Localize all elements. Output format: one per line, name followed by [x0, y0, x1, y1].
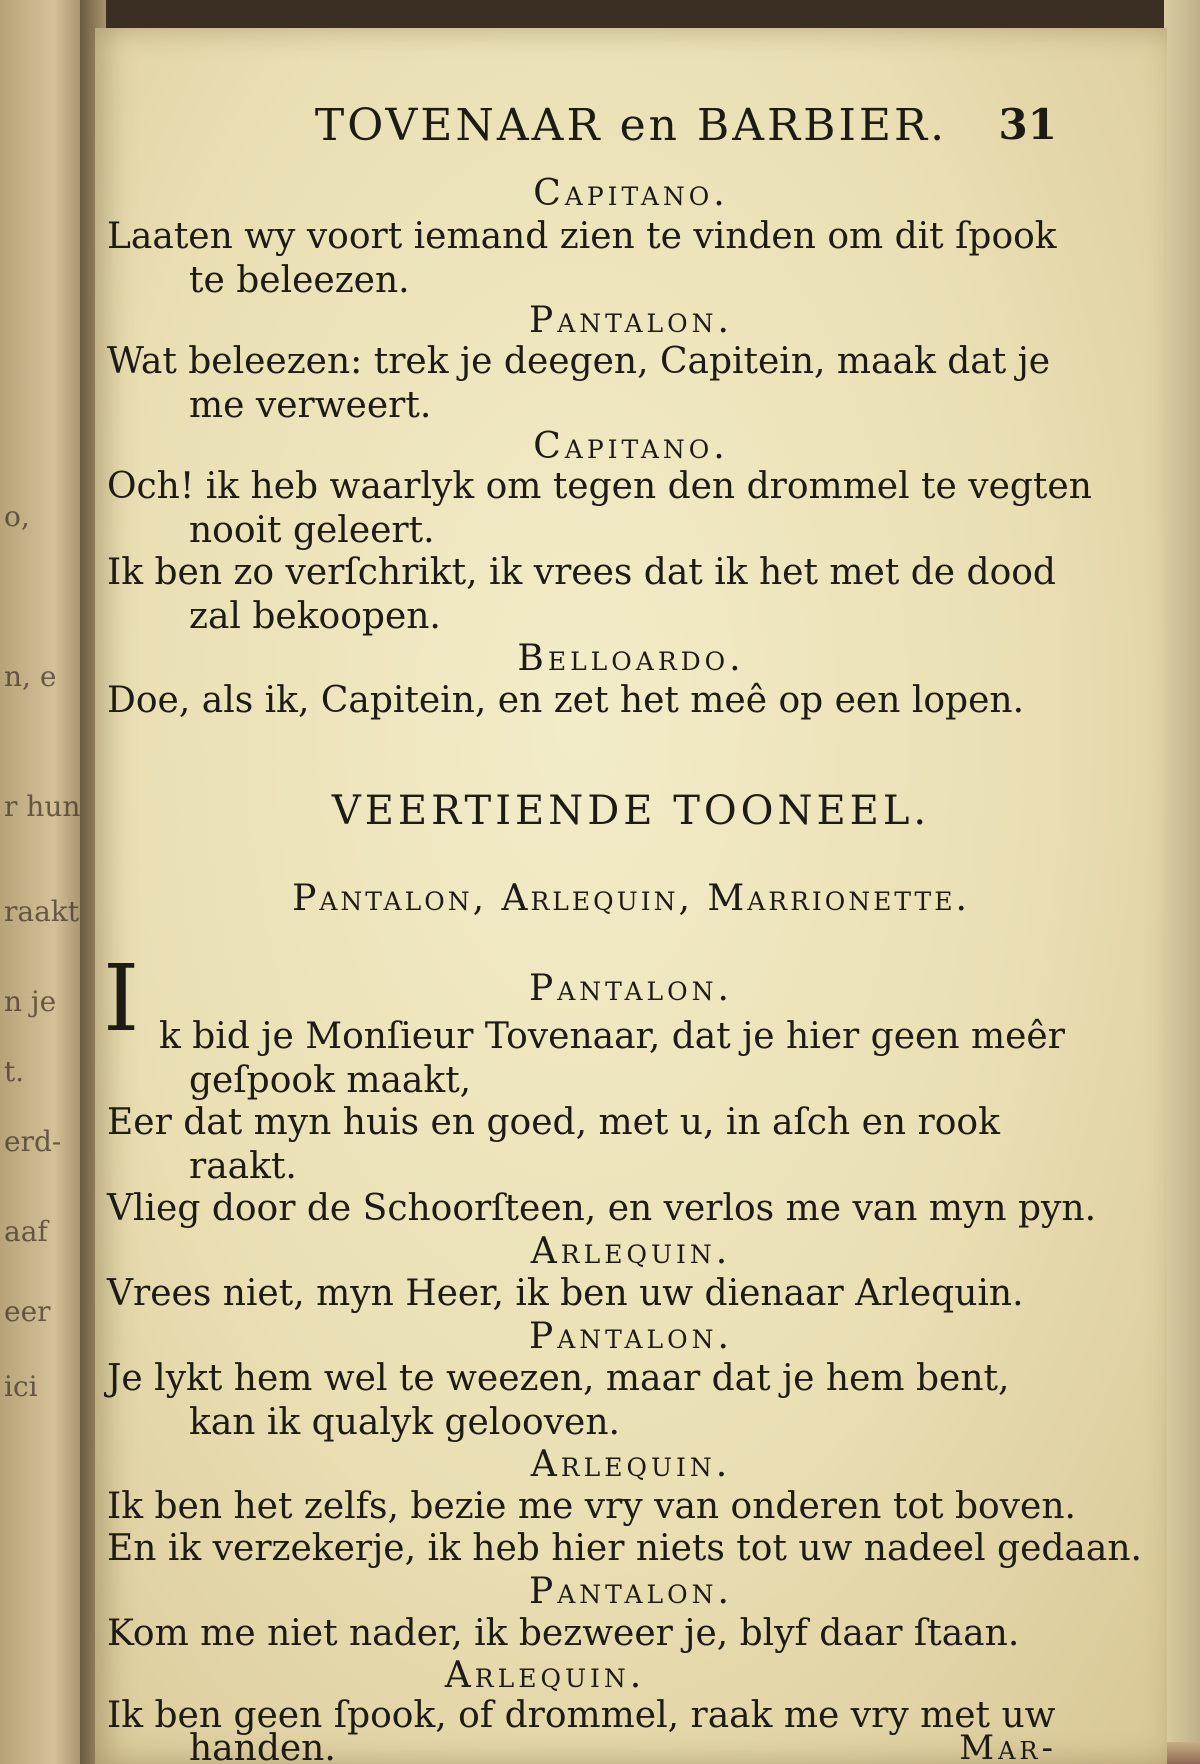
- drop-cap: I: [103, 945, 140, 1052]
- page-edge-right: [1164, 0, 1200, 1764]
- verse-line: kan ik qualyk gelooven.: [189, 1402, 620, 1443]
- verse-line: Eer dat myn huis en goed, met u, in aſch en rook: [107, 1102, 1000, 1143]
- cast-list: Pantalon, Arlequin, Marrionette.: [292, 878, 970, 919]
- verse-line: Ik ben zo verſchrikt, ik vrees dat ik het met de dood: [107, 552, 1056, 593]
- verse-line: zal bekoopen.: [189, 596, 441, 637]
- speaker-heading: Pantalon.: [529, 300, 733, 341]
- verse-line: Je lykt hem wel te weezen, maar dat je hem bent,: [107, 1358, 1010, 1399]
- verse-line: Wat beleezen: trek je deegen, Capitein, maak dat je: [107, 341, 1051, 382]
- verse-line: geſpook maakt,: [189, 1060, 472, 1101]
- facing-page-fragment: o,: [4, 500, 30, 533]
- page-number: 31: [998, 100, 1057, 149]
- verse-line: Vrees niet, myn Heer, ik ben uw dienaar Arlequin.: [107, 1273, 1024, 1314]
- verse-line: k bid je Monſieur Tovenaar, dat je hier geen meêr: [159, 1016, 1065, 1057]
- verse-line: Laaten wy voort iemand zien te vinden om dit ſpook: [107, 216, 1057, 257]
- verse-line: te beleezen.: [189, 260, 410, 301]
- facing-page-fragment: n je: [4, 985, 57, 1018]
- scene-title: VEERTIENDE TOONEEL.: [331, 788, 931, 834]
- page-text: [95, 28, 1167, 1764]
- verse-line: nooit geleert.: [189, 510, 435, 551]
- verse-line: Vlieg door de Schoorſteen, en verlos me van myn pyn.: [107, 1188, 1097, 1229]
- facing-page-fragment: r hun: [4, 790, 81, 823]
- facing-page-edge: [0, 0, 90, 1764]
- speaker-heading: Belloardo.: [517, 638, 745, 679]
- verse-line: En ik verzekerje, ik heb hier niets tot uw nadeel gedaan.: [107, 1528, 1142, 1569]
- verse-line: Kom me niet nader, ik bezweer je, blyf daar ſtaan.: [107, 1613, 1020, 1654]
- book-page: [95, 28, 1167, 1764]
- speaker-heading: Capitano.: [533, 173, 729, 214]
- verse-line: Och! ik heb waarlyk om tegen den drommel te vegten: [107, 466, 1092, 507]
- facing-page-fragment: eer: [4, 1295, 51, 1328]
- facing-page-fragment: n, e: [4, 660, 57, 693]
- verse-line: handen.: [189, 1728, 336, 1764]
- verse-line: Doe, als ik, Capitein, en zet het meê op een lopen.: [107, 680, 1025, 721]
- facing-page-fragment: erd-: [4, 1125, 62, 1158]
- catchword: Mar-: [959, 1728, 1057, 1764]
- speaker-heading: Arlequin.: [444, 1655, 646, 1696]
- speaker-heading: Arlequin.: [530, 1444, 732, 1485]
- speaker-heading: Pantalon.: [529, 968, 733, 1009]
- speaker-heading: Pantalon.: [529, 1316, 733, 1357]
- running-head: TOVENAAR en BARBIER.: [314, 100, 948, 151]
- speaker-heading: Arlequin.: [530, 1231, 732, 1272]
- facing-page-fragment: ici: [4, 1370, 38, 1403]
- verse-line: Ik ben het zelfs, bezie me vry van onderen tot boven.: [107, 1486, 1076, 1527]
- facing-page-fragment: aaf: [4, 1215, 48, 1248]
- speaker-heading: Capitano.: [533, 426, 729, 467]
- facing-page-fragment: t.: [4, 1055, 25, 1088]
- verse-line: me verweert.: [189, 385, 432, 426]
- speaker-heading: Pantalon.: [529, 1571, 733, 1612]
- verse-line: raakt.: [189, 1146, 297, 1187]
- facing-page-fragment: raakt: [4, 895, 79, 928]
- verse-line: Ik ben geen ſpook, of drommel, raak me vry met uw: [107, 1695, 1056, 1736]
